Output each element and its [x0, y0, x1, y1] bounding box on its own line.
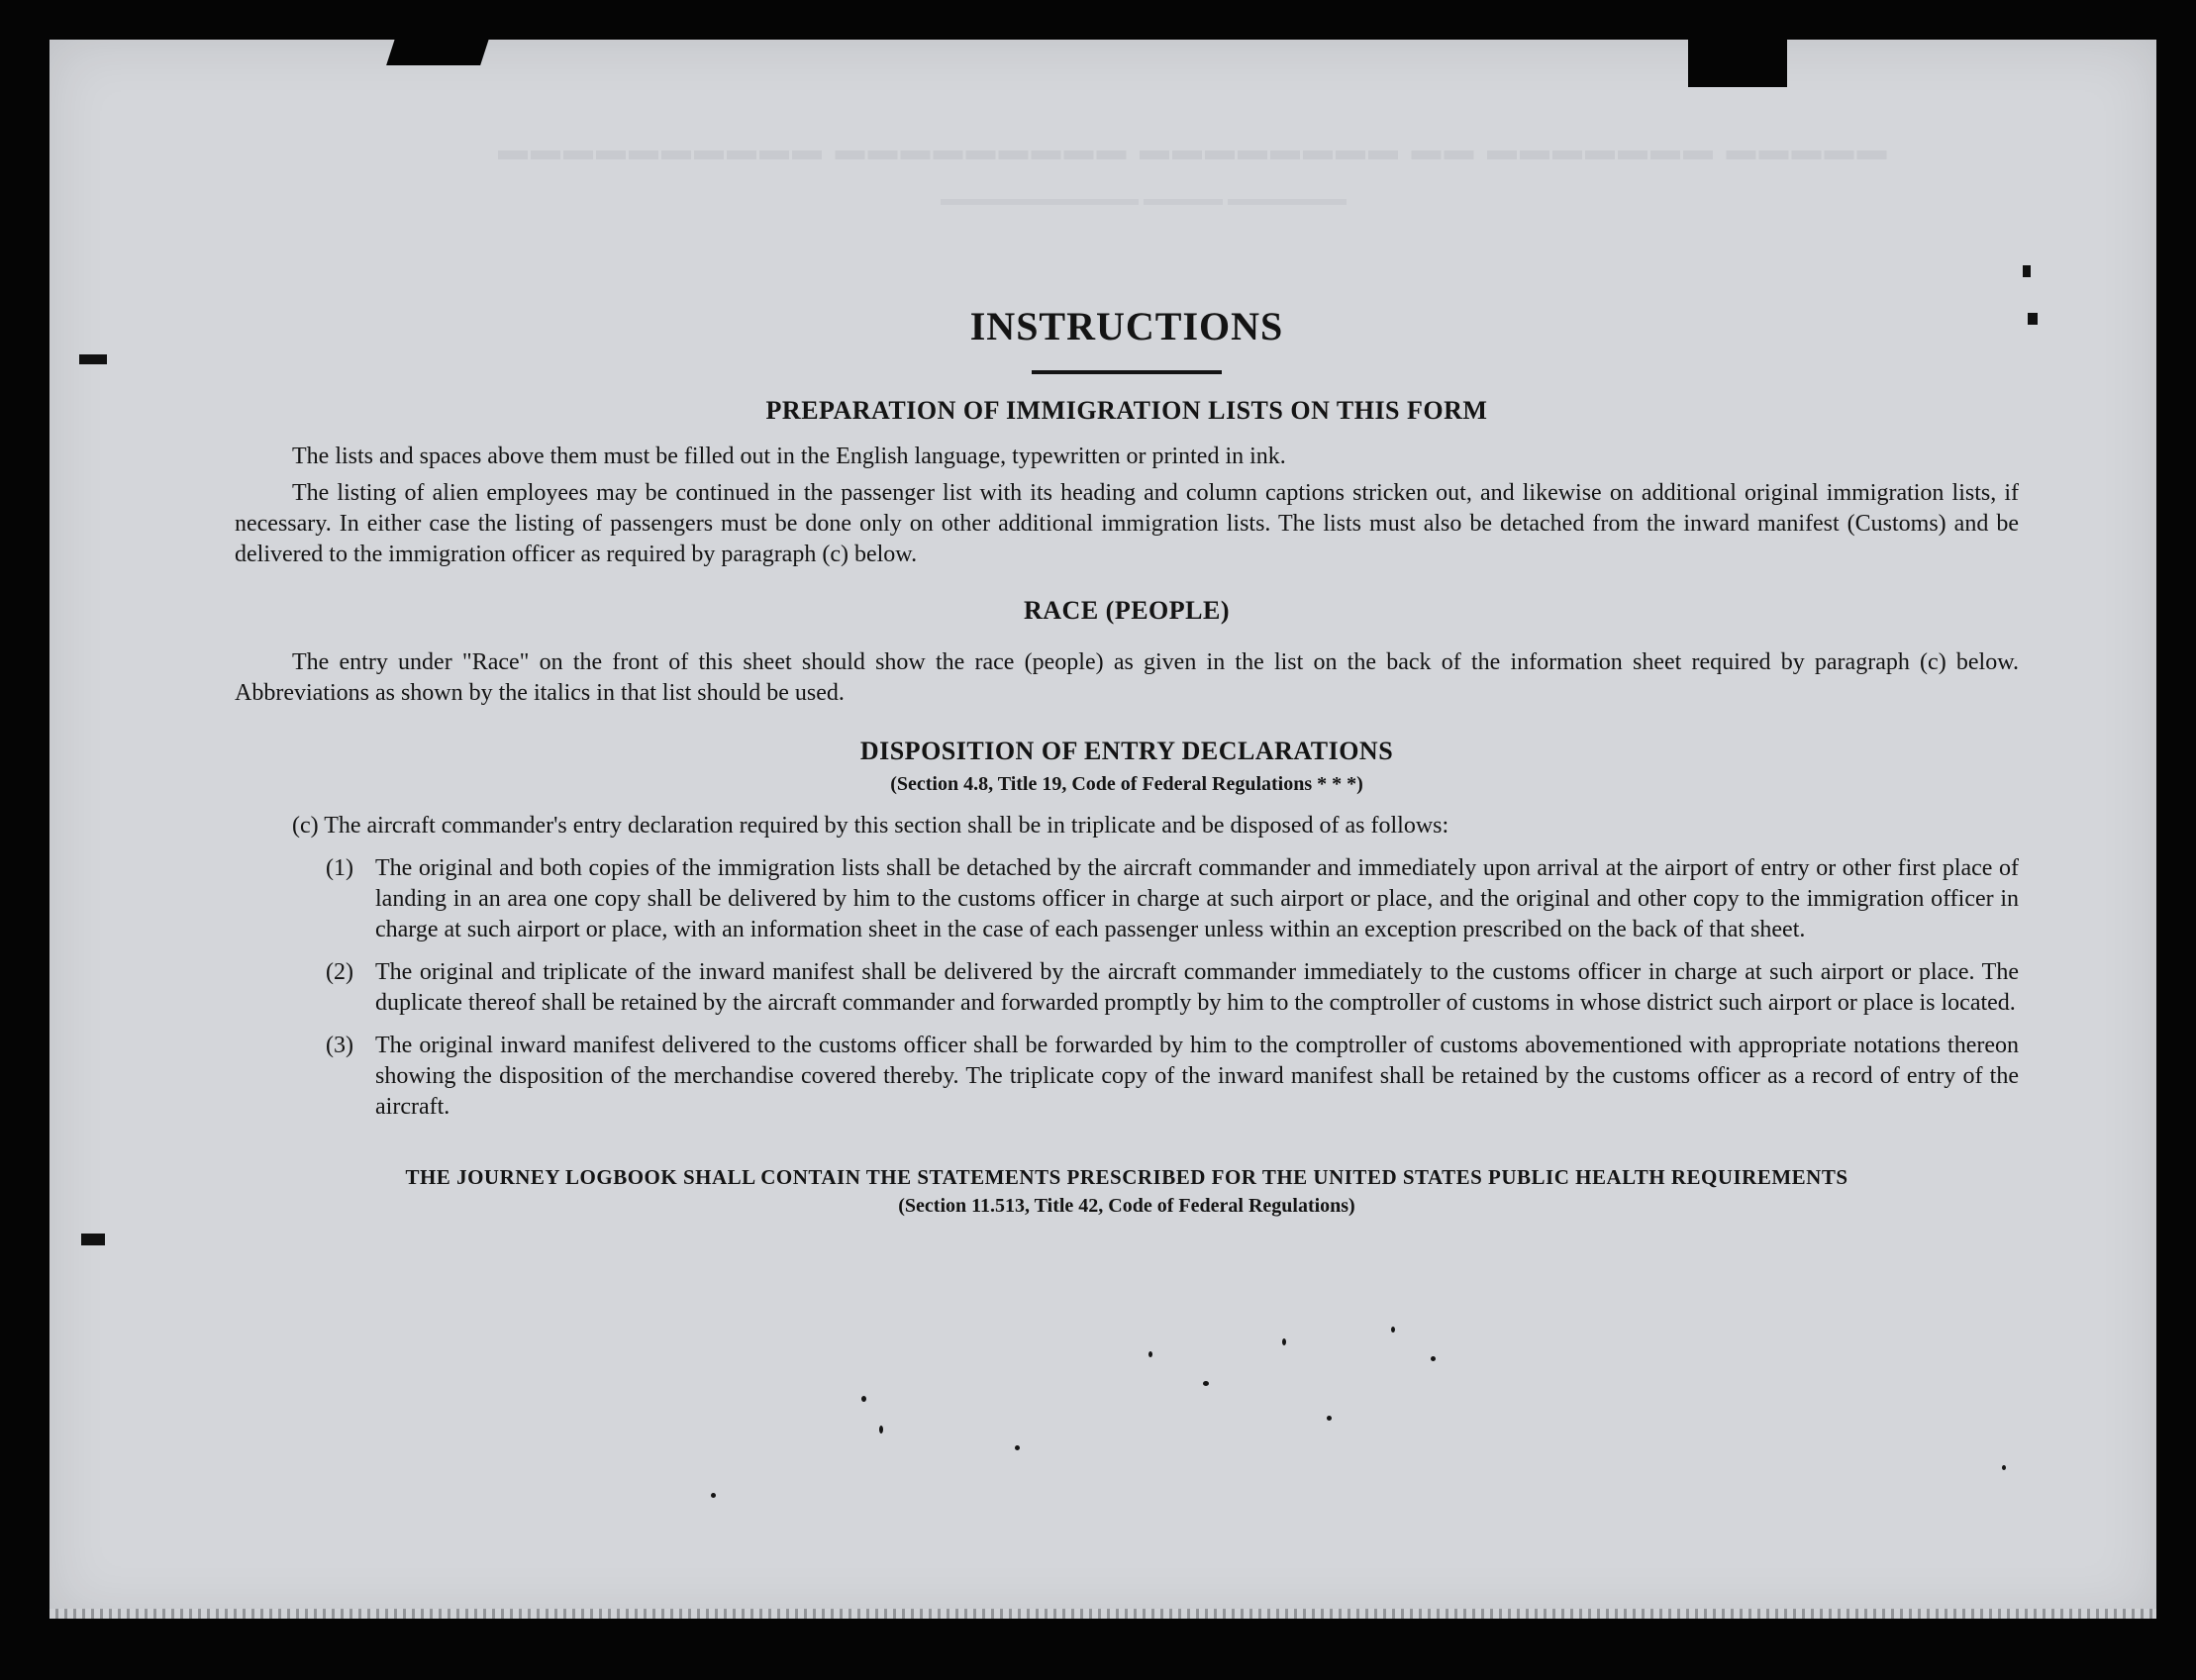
ink-speck	[711, 1493, 716, 1498]
section-preparation	[235, 442, 2019, 570]
ink-speck	[81, 1234, 105, 1245]
list-item-number: (1)	[326, 855, 353, 882]
ink-speck	[1391, 1327, 1395, 1333]
title-rule	[1032, 370, 1222, 374]
section-heading-preparation: PREPARATION OF IMMIGRATION LISTS ON THIS FORM	[765, 396, 1488, 425]
ink-speck	[1282, 1338, 1286, 1345]
ink-speck	[1148, 1351, 1152, 1357]
ink-speck	[2028, 313, 2038, 325]
ink-speck	[1431, 1356, 1436, 1361]
ink-speck	[1015, 1445, 1020, 1450]
ink-speck	[1203, 1381, 1209, 1386]
list-item-text: The original and both copies of the immigration lists shall be detached by the aircraft commander and immediately upon arrival at the airport of entry or other first place of landing in an area one copy shall be delivered by him to the customs officer in charge at such airport or place, and the original and other copy to the immigration officer in charge at such airport or place, with an information sheet in the case of each passenger unless within an exception prescribed on the back of that sheet.	[375, 855, 2019, 943]
ink-speck	[879, 1426, 883, 1433]
paragraph: The listing of alien employees may be continued in the passenger list with its heading and column captions stricken out, and likewise on additional original immigration lists, if necessary. In either case the listing of passengers must be done only on other additional immigration lists. The lists must also be detached from the inward manifest (Customs) and be delivered to the immigration officer as required by paragraph (c) below.	[235, 479, 2019, 567]
list-item	[235, 957, 2019, 1019]
torn-edge-right	[1688, 36, 1787, 87]
list-item-number: (2)	[326, 959, 353, 986]
ink-speck	[79, 354, 107, 364]
ink-speck	[2002, 1465, 2006, 1470]
section-race	[235, 647, 2019, 709]
ink-speck	[2023, 265, 2031, 277]
section-heading-disposition: DISPOSITION OF ENTRY DECLARATIONS	[859, 736, 1394, 765]
list-item-text: The original and triplicate of the inward manifest shall be delivered by the aircraft commander immediately to the customs officer in charge at such airport or place. The duplicate thereof shall be retained by the aircraft commander and forwarded promptly by him to the comptroller of customs in whose district such airport or place is located.	[375, 959, 2019, 1017]
section-disposition	[235, 811, 2019, 1123]
ink-speck	[861, 1396, 866, 1402]
paragraph: The entry under "Race" on the front of this sheet should show the race (people) as given in the list on the back of the information sheet required by paragraph (c) below. Abbreviations as shown by the italics in that list should be used.	[235, 648, 2019, 706]
list-item	[235, 1031, 2019, 1123]
footer-citation: (Section 11.513, Title 42, Code of Federal Regulations)	[898, 1195, 1355, 1218]
instructions-document	[235, 267, 2019, 1219]
section-citation: (Section 4.8, Title 19, Code of Federal Regulations * * *)	[890, 773, 1363, 796]
list-item-text: The original inward manifest delivered to the customs officer shall be forwarded by him to the comptroller of customs abovementioned with appropriate notations thereon showing the disposition of the merchandise covered thereby. The triplicate copy of the inward manifest shall be retained by the customs officer as a record of entry of the aircraft.	[375, 1033, 2019, 1121]
ink-speck	[1327, 1416, 1332, 1421]
bleed-through-text: ▬▬▬▬▬ ▬▬▬▬▬▬▬ ▬▬ ▬▬▬▬▬▬▬▬ ▬▬▬▬▬▬▬▬▬ ▬▬▬▬▬▬▬▬▬▬	[495, 134, 1887, 166]
paragraph-intro: (c) The aircraft commander's entry declaration required by this section shall be in triplicate and be disposed of as follows:	[292, 813, 1449, 840]
sheet-bottom-edge	[50, 1609, 2156, 1619]
list-item-number: (3)	[326, 1033, 353, 1059]
paragraph: The lists and spaces above them must be filled out in the English language, typewritten or printed in ink.	[292, 443, 1286, 469]
bleed-through-text: ▬▬▬▬▬▬ ▬▬▬▬ ▬▬▬▬▬▬▬▬▬▬	[941, 188, 1347, 210]
torn-edge-left	[386, 36, 490, 65]
page-title: INSTRUCTIONS	[969, 304, 1284, 348]
document-sheet	[50, 40, 2156, 1619]
footer-statement: THE JOURNEY LOGBOOK SHALL CONTAIN THE STATEMENTS PRESCRIBED FOR THE UNITED STATES PUBLIC HEALTH REQUIREMENTS	[405, 1165, 1848, 1190]
list-item	[235, 853, 2019, 945]
section-heading-race: RACE (PEOPLE)	[1024, 595, 1230, 625]
